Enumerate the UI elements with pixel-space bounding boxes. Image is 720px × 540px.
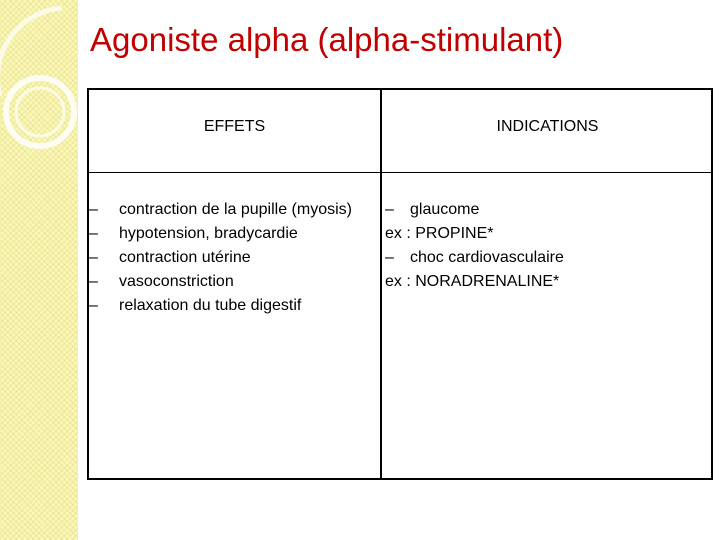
list-item	[89, 270, 374, 294]
column-divider	[380, 90, 382, 478]
effects-column-header: EFFETS	[203, 118, 266, 135]
effects-list	[89, 198, 374, 318]
effect-text: contraction utérine	[119, 249, 251, 266]
indications-column-header: INDICATIONS	[496, 118, 599, 135]
effect-text: vasoconstriction	[119, 273, 234, 290]
indication-text: ex : PROPINE*	[385, 225, 494, 242]
dash-bullet: –	[385, 201, 394, 218]
dash-bullet: –	[89, 297, 98, 314]
list-item	[89, 198, 374, 222]
list-item	[89, 246, 374, 270]
effect-text: hypotension, bradycardie	[119, 225, 298, 242]
indication-text: ex : NORADRENALINE*	[385, 273, 560, 290]
dash-bullet: –	[89, 225, 98, 242]
dash-bullet: –	[89, 273, 98, 290]
indication-example-line	[385, 270, 707, 294]
page-title: Agoniste alpha (alpha-stimulant)	[90, 21, 564, 58]
dash-bullet: –	[385, 249, 394, 266]
effect-text: contraction de la pupille (myosis)	[119, 201, 352, 218]
indication-text: choc cardiovasculaire	[410, 249, 564, 266]
effects-indications-table	[87, 88, 713, 480]
indication-example-line	[385, 222, 707, 246]
indication-line	[385, 198, 707, 222]
decorative-circles-graphic	[0, 0, 78, 540]
list-item	[89, 222, 374, 246]
decorative-side-strip	[0, 0, 78, 540]
indication-line	[385, 246, 707, 270]
dash-bullet: –	[89, 201, 98, 218]
effect-text: relaxation du tube digestif	[119, 297, 302, 314]
list-item	[89, 294, 374, 318]
dash-bullet: –	[89, 249, 98, 266]
indications-block	[385, 198, 707, 294]
indication-text: glaucome	[410, 201, 480, 218]
